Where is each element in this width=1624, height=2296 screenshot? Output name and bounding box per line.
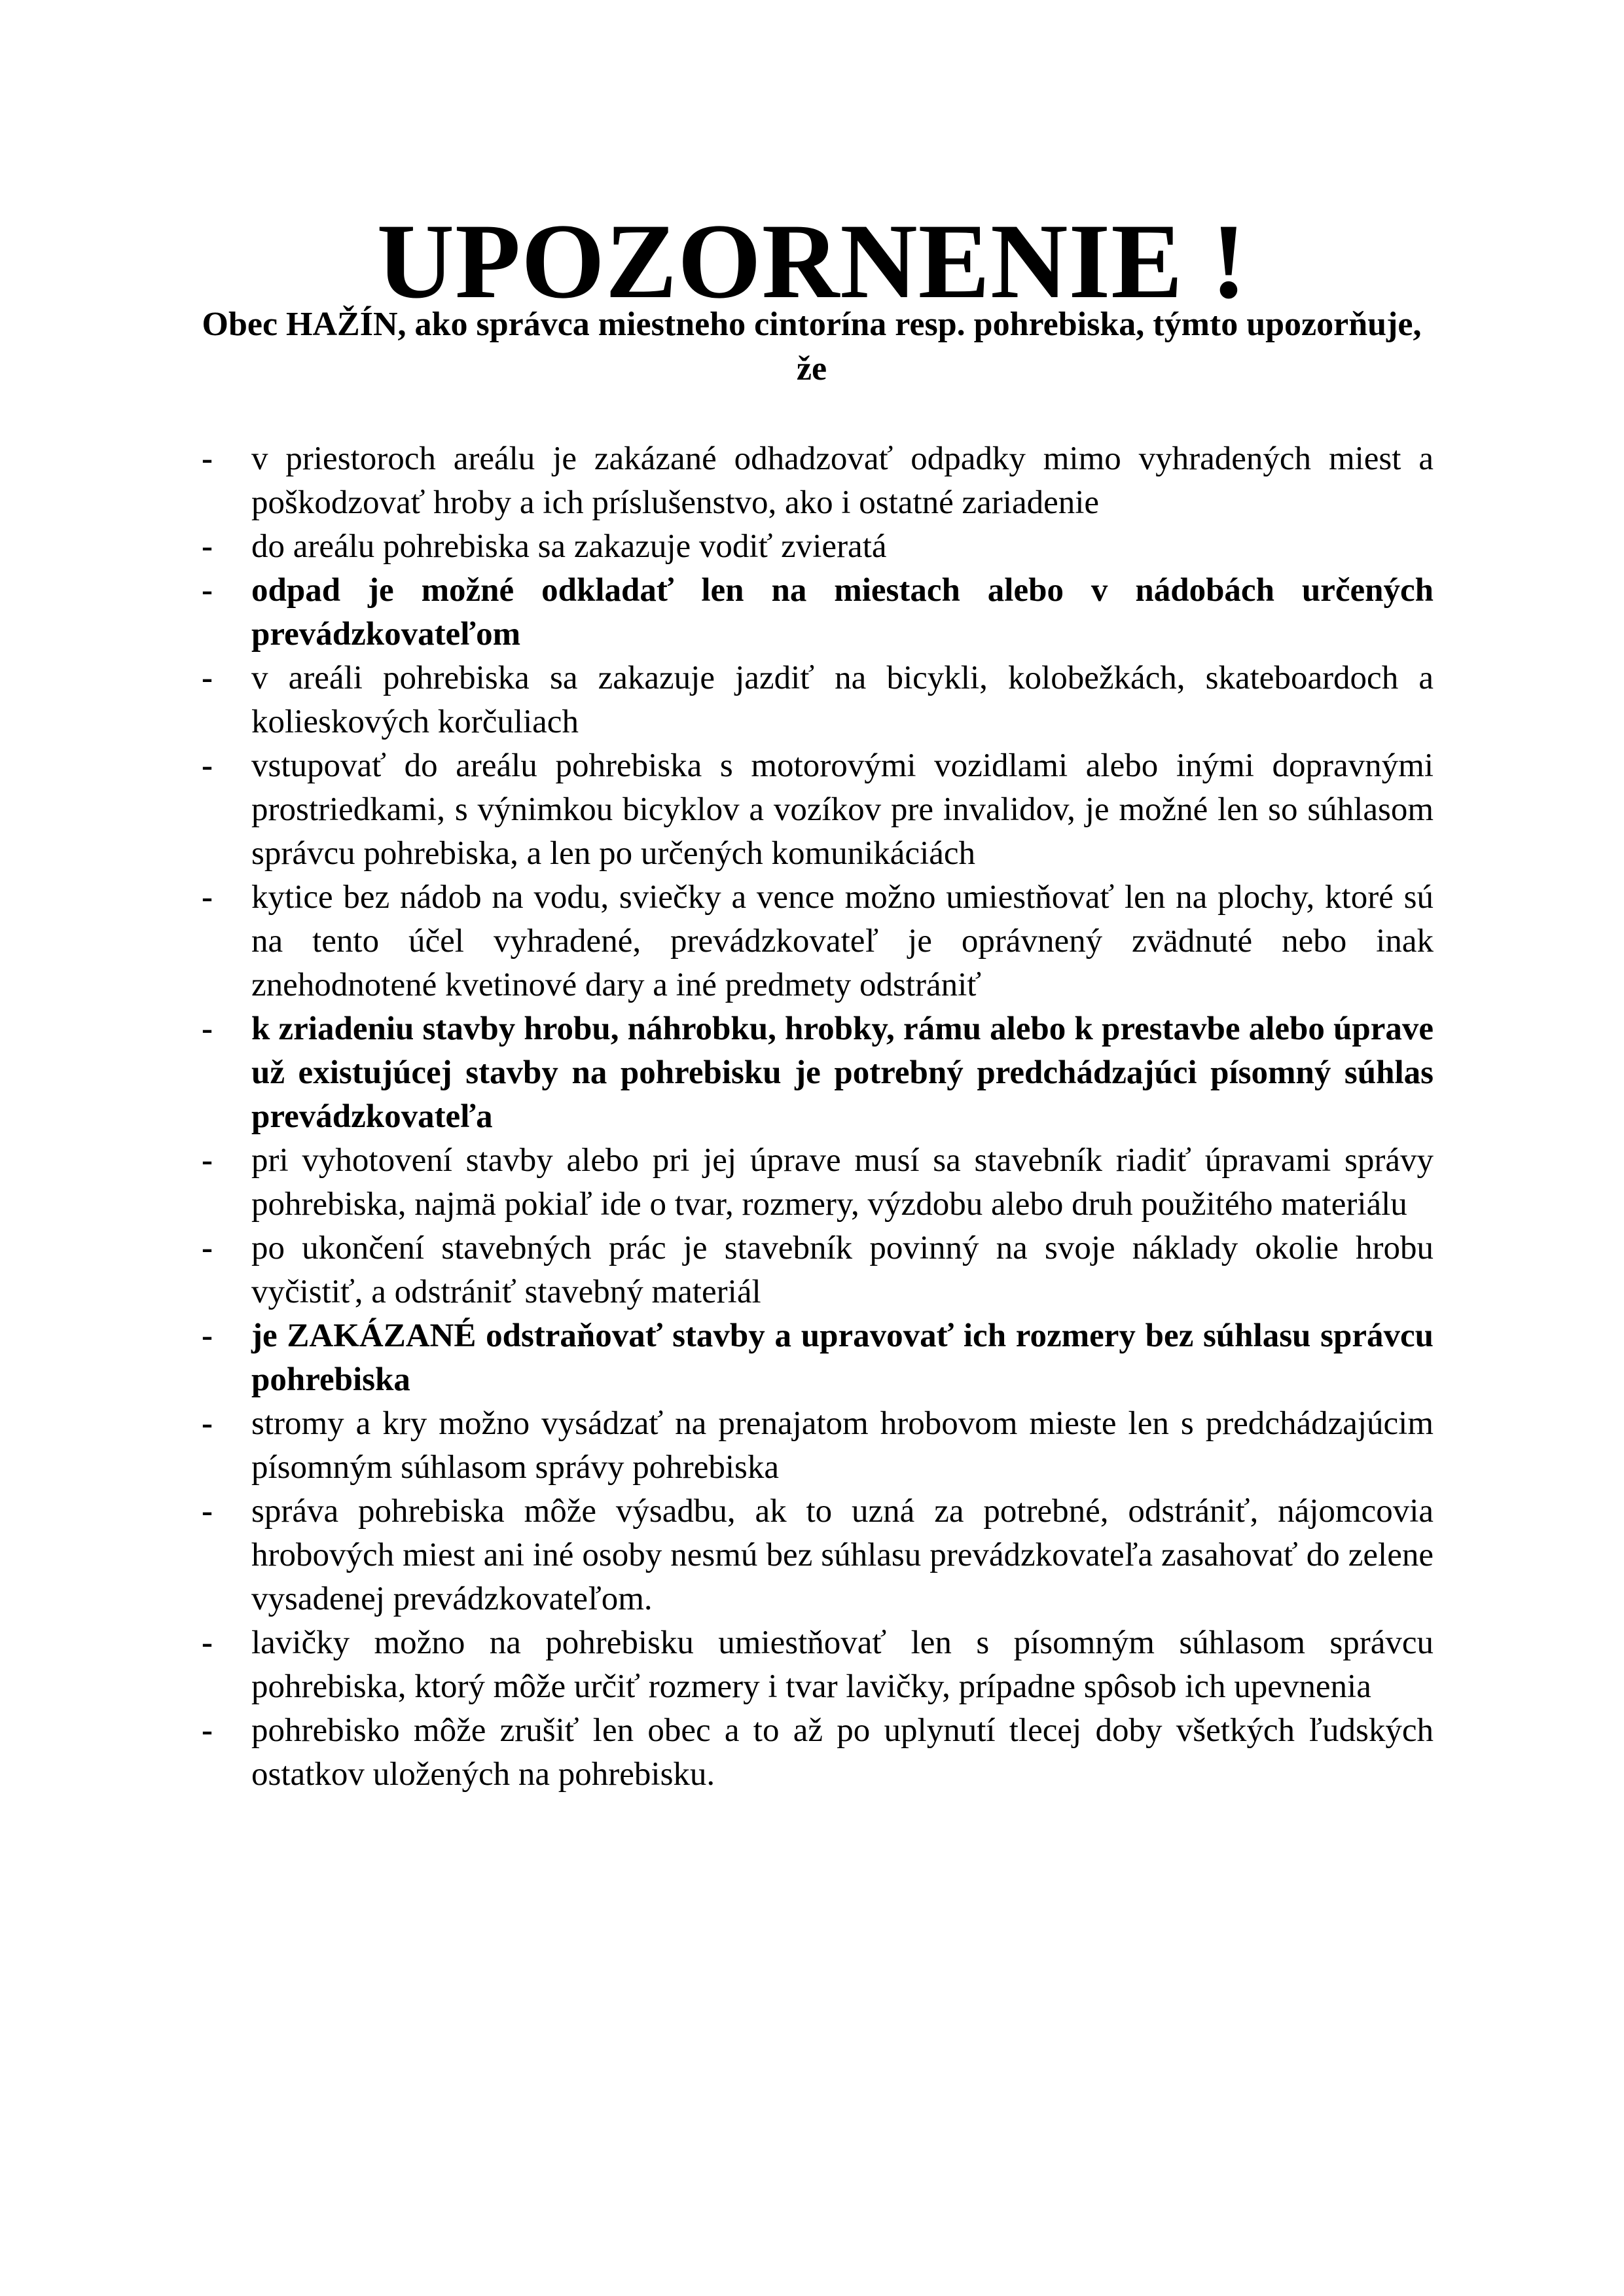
bullet-dash: -: [202, 879, 213, 916]
bullet-dash: -: [202, 440, 213, 477]
rule-item: [196, 1490, 1434, 1621]
rule-item: [196, 1139, 1434, 1227]
bullet-dash: -: [202, 747, 213, 784]
rule-item: [196, 656, 1434, 744]
notice-title: UPOZORNENIE !: [376, 202, 1248, 321]
notice-subtitle: Obec HAŽÍN, ako správca miestneho cintorína resp. pohrebiska, týmto upozorňuje, že: [202, 306, 1422, 387]
bullet-dash: -: [202, 1624, 213, 1661]
rule-text: kytice bez nádob na vodu, sviečky a vence možno umiestňovať len na plochy, ktoré sú na tento účel vyhradené, prevádzkovateľ je oprávnený zvädnuté nebo inak znehodnotené kvetinové dary a iné predmety odstrániť: [251, 879, 1434, 1003]
bullet-dash: -: [202, 1405, 213, 1442]
rule-text: do areálu pohrebiska sa zakazuje vodiť zvieratá: [251, 528, 887, 565]
bullet-dash: -: [202, 1493, 213, 1530]
rule-item: [196, 1402, 1434, 1490]
bullet-dash: -: [202, 660, 213, 696]
rule-item: [196, 1227, 1434, 1314]
rule-item: [196, 1314, 1434, 1402]
rule-text: pri vyhotovení stavby alebo pri jej úprave musí sa stavebník riadiť úpravami správy pohrebiska, najmä pokiaľ ide o tvar, rozmery, výzdobu alebo druh použitého materiálu: [251, 1142, 1434, 1223]
rule-item: [196, 525, 1434, 569]
rule-item: [196, 1621, 1434, 1709]
rule-item: [196, 744, 1434, 876]
rule-text: v priestoroch areálu je zakázané odhadzovať odpadky mimo vyhradených miest a poškodzovať hroby a ich príslušenstvo, ako i ostatné zariadenie: [251, 440, 1434, 521]
bullet-dash: -: [202, 1318, 213, 1354]
bullet-dash: -: [202, 572, 213, 609]
rules-list: [196, 437, 1434, 1797]
bullet-dash: -: [202, 1230, 213, 1266]
bullet-dash: -: [202, 1011, 213, 1047]
bullet-dash: -: [202, 528, 213, 565]
rule-item: [196, 437, 1434, 525]
rule-text: k zriadeniu stavby hrobu, náhrobku, hrobky, rámu alebo k prestavbe alebo úprave už existujúcej stavby na pohrebisku je potrebný predchádzajúci písomný súhlas prevádzkovateľa: [251, 1011, 1434, 1135]
rule-item: [196, 1709, 1434, 1797]
bullet-dash: -: [202, 1712, 213, 1749]
rule-item: [196, 569, 1434, 656]
rule-text: vstupovať do areálu pohrebiska s motorovými vozidlami alebo inými dopravnými prostriedkami, s výnimkou bicyklov a vozíkov pre invalidov, je možné len so súhlasom správcu pohrebiska, a len po určených komunikáciách: [251, 747, 1434, 872]
rule-text: odpad je možné odkladať len na miestach alebo v nádobách určených prevádzkovateľom: [251, 572, 1434, 653]
rule-item: [196, 1007, 1434, 1139]
rule-text: lavičky možno na pohrebisku umiestňovať len s písomným súhlasom správcu pohrebiska, ktorý môže určiť rozmery i tvar lavičky, prípadne spôsob ich upevnenia: [251, 1624, 1434, 1705]
rule-text: stromy a kry možno vysádzať na prenajatom hrobovom mieste len s predchádzajúcim písomným súhlasom správy pohrebiska: [251, 1405, 1434, 1486]
rule-text: správa pohrebiska môže výsadbu, ak to uzná za potrebné, odstrániť, nájomcovia hrobových miest ani iné osoby nesmú bez súhlasu prevádzkovateľa zasahovať do zelene vysadenej prevádzkovateľom.: [251, 1493, 1434, 1617]
rule-item: [196, 876, 1434, 1007]
rule-text: v areáli pohrebiska sa zakazuje jazdiť na bicykli, kolobežkách, skateboardoch a kolieskových korčuliach: [251, 660, 1434, 740]
rule-text: je ZAKÁZANÉ odstraňovať stavby a upravovať ich rozmery bez súhlasu správcu pohrebiska: [251, 1318, 1434, 1398]
rule-text: pohrebisko môže zrušiť len obec a to až po uplynutí tlecej doby všetkých ľudských ostatkov uložených na pohrebisku.: [251, 1712, 1434, 1793]
bullet-dash: -: [202, 1142, 213, 1179]
rule-text: po ukončení stavebných prác je stavebník povinný na svoje náklady okolie hrobu vyčistiť, a odstrániť stavebný materiál: [251, 1230, 1434, 1310]
